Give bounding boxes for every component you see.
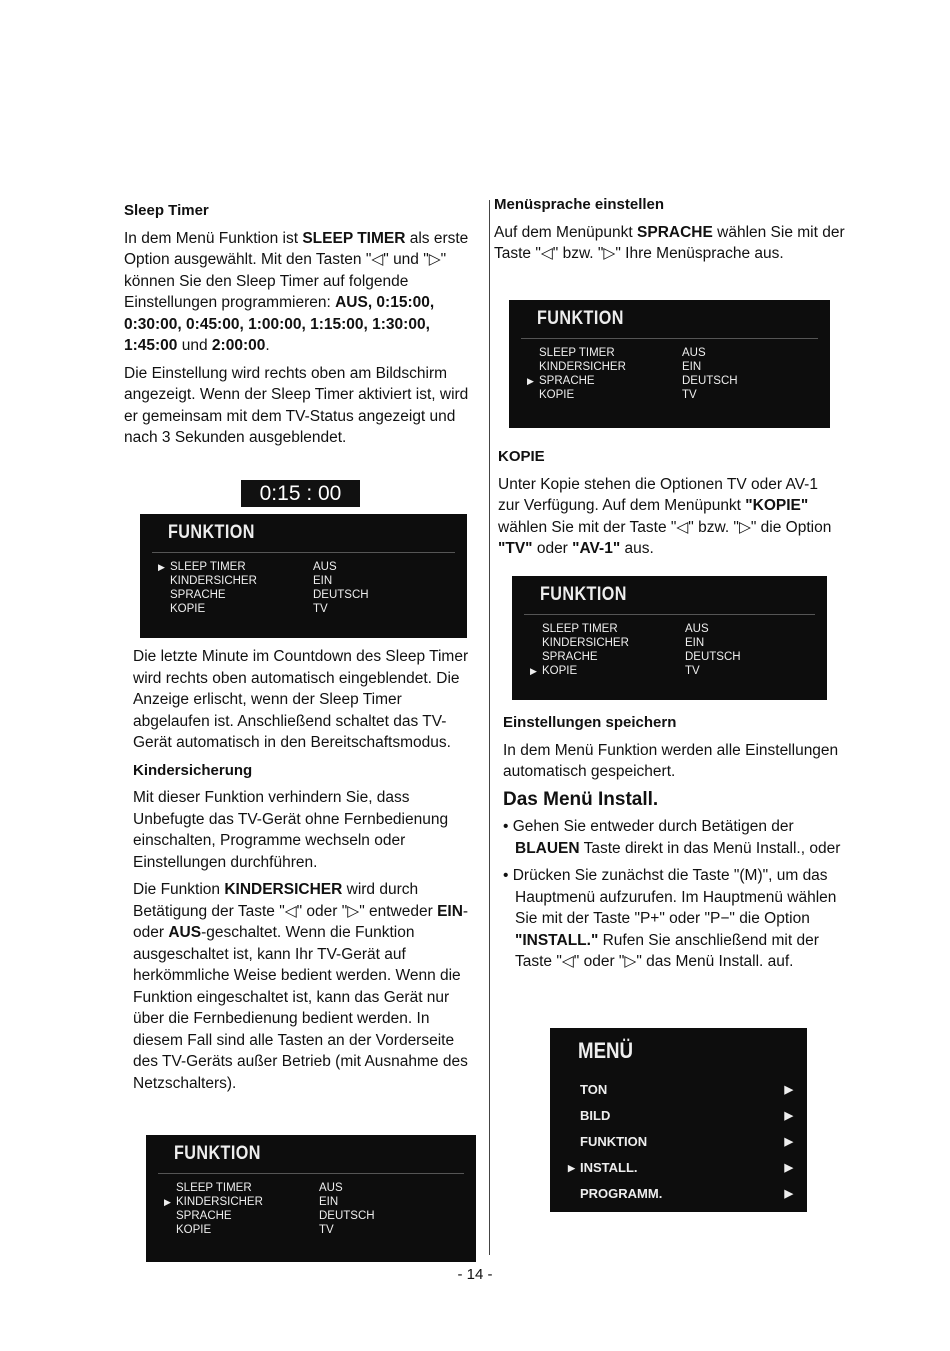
osd-key-sprache: SPRACHE	[176, 1210, 232, 1222]
osd-val-sprache: DEUTSCH	[319, 1210, 375, 1222]
osd-val-kopie: TV	[682, 389, 697, 401]
kindersicherung-text: Mit dieser Funktion verhindern Sie, dass Unbefugte das TV-Gerät ohne Fernbedienung einschalten, Programme wechseln oder Einstellungen durchführen.	[133, 789, 449, 871]
install-heading: Das Menü Install.	[503, 788, 659, 810]
left-column	[124, 200, 480, 455]
menu-title: MENÜ	[578, 1038, 634, 1063]
osd-title: FUNKTION	[168, 522, 255, 543]
osd-key-sprache: ▶ SPRACHE	[527, 374, 682, 388]
osd-rule	[158, 1173, 464, 1174]
menu-item-ton: TON ▶	[568, 1080, 793, 1106]
sleep-timer-text: In dem Menü Funktion ist SLEEP TIMER als erste Option ausgewählt. Mit den Tasten "◁" und "▷" können Sie den Sleep Timer auf folgende Einstellungen programmieren: AUS, 0:15:00, 0:30:00, 0:45:00, 1:00:00, 1:15:00, 1:30:00, 1:45:00 und 2:00:00.	[124, 229, 469, 354]
page-number: - 14 -	[457, 1266, 493, 1283]
osd-rule	[521, 338, 818, 339]
osd-val-sleep: AUS	[313, 561, 337, 573]
osd-key-kopie: KOPIE	[539, 389, 575, 401]
speichern-heading: Einstellungen speichern	[503, 714, 677, 731]
osd-val-sleep: AUS	[685, 623, 709, 635]
kopie-section	[498, 446, 840, 566]
osd-val-kopie: TV	[685, 665, 700, 677]
osd-main-menu	[550, 1028, 807, 1212]
sprache-heading: Menüsprache einstellen	[494, 196, 665, 213]
osd-val-kinder: EIN	[319, 1196, 339, 1208]
osd-val-sprache: DEUTSCH	[682, 375, 738, 387]
chevron-right-icon: ▶	[784, 1188, 793, 1200]
osd-funktion-kopie	[512, 576, 827, 700]
install-section	[503, 712, 845, 979]
sleep-timer-heading: Sleep Timer	[124, 202, 209, 219]
osd-funktion-sprache	[509, 300, 830, 428]
osd-val-sleep: AUS	[682, 347, 706, 359]
osd-rule	[524, 614, 815, 615]
speichern-text: In dem Menü Funktion werden alle Einstellungen automatisch gespeichert.	[503, 741, 839, 780]
osd-key-sleep: SLEEP TIMER	[539, 347, 615, 359]
osd-val-sprache: DEUTSCH	[685, 651, 741, 663]
kopie-heading: KOPIE	[498, 448, 545, 465]
osd-title: FUNKTION	[174, 1143, 261, 1164]
sprache-text: Auf dem Menüpunkt SPRACHE wählen Sie mit der Taste "◁" bzw. "▷" Ihre Menüsprache aus.	[494, 223, 845, 262]
osd-key-kinder: KINDERSICHER	[170, 575, 257, 587]
osd-table	[530, 622, 741, 678]
menu-item-funktion: FUNKTION ▶	[568, 1132, 793, 1158]
kindersicher-switch-text: Die Funktion KINDERSICHER wird durch Betätigung der Taste "◁" oder "▷" entweder EIN- oder AUS-geschaltet. Wenn die Funktion ausgeschaltet ist, kann Ihr TV-Gerät auf herkömmliche Weise bedient werden. Wenn die Funktion eingeschaltet ist, kann das Gerät nur über die Fernbedienung bedient werden. In diesem Fall sind alle Tasten an der Vorderseite des TV-Geräts außer Betrieb (mit Ausnahme des Netzschalters).	[133, 881, 469, 1092]
menu-item-programm: PROGRAMM. ▶	[568, 1184, 793, 1210]
osd-key-kinder: KINDERSICHER	[542, 637, 629, 649]
osd-key-kinder: ▶ KINDERSICHER	[164, 1195, 319, 1209]
osd-title: FUNKTION	[540, 584, 627, 605]
osd-key-sleep: SLEEP TIMER	[176, 1182, 252, 1194]
sleep-timer-display-text: Die Einstellung wird rechts oben am Bildschirm angezeigt. Wenn der Sleep Timer aktiviert ist, wird er gemeinsam mit dem TV-Status angezeigt und nach 3 Sekunden ausgeblendet.	[124, 364, 469, 446]
right-column	[494, 194, 846, 271]
countdown-text: Die letzte Minute im Countdown des Sleep Timer wird rechts oben automatisch eingeblendet. Die Anzeige erlischt, wenn der Sleep Timer abgelaufen ist. Anschließend schaltet das TV-Gerät automatisch in den Bereitschaftsmodus.	[133, 648, 469, 751]
osd-val-kinder: EIN	[313, 575, 333, 587]
sleep-timer-display: 0:15 : 00	[241, 480, 360, 507]
osd-key-sprache: SPRACHE	[170, 589, 226, 601]
install-bullet-1: • Gehen Sie entweder durch Betätigen der BLAUEN Taste direkt in das Menü Install., oder	[503, 818, 841, 857]
chevron-right-icon: ▶	[784, 1110, 793, 1122]
left-column-lower	[133, 646, 478, 1100]
osd-key-kopie: KOPIE	[176, 1224, 212, 1236]
chevron-right-icon: ▶	[784, 1136, 793, 1148]
osd-table	[158, 560, 369, 616]
osd-key-sleep: SLEEP TIMER	[542, 623, 618, 635]
osd-key-sleep: ▶ SLEEP TIMER	[158, 560, 313, 574]
osd-funktion-sleep	[140, 514, 467, 638]
osd-key-kinder: KINDERSICHER	[539, 361, 626, 373]
osd-funktion-kinder	[146, 1135, 476, 1262]
osd-val-sprache: DEUTSCH	[313, 589, 369, 601]
osd-key-kopie: ▶ KOPIE	[530, 664, 685, 678]
kopie-text: Unter Kopie stehen die Optionen TV oder AV-1 zur Verfügung. Auf dem Menüpunkt "KOPIE" wählen Sie mit der Taste "◁" bzw. "▷" die Option "TV" oder "AV-1" aus.	[498, 475, 832, 557]
install-bullet-2: • Drücken Sie zunächst die Taste "(M)", um das Hauptmenü aufzurufen. Im Hauptmenü wählen Sie mit der Taste "P+" oder "P−" die Option "INSTALL." Rufen Sie anschließend mit der Taste "◁" oder "▷" das Menü Install. auf.	[503, 867, 837, 970]
osd-rule	[152, 552, 455, 553]
osd-table	[527, 346, 738, 402]
osd-key-kopie: KOPIE	[170, 603, 206, 615]
column-divider	[489, 200, 490, 1255]
chevron-right-icon: ▶	[784, 1084, 793, 1096]
osd-val-kopie: TV	[313, 603, 328, 615]
menu-item-bild: BILD ▶	[568, 1106, 793, 1132]
menu-item-install: ▶ INSTALL. ▶	[568, 1158, 793, 1184]
menu-list	[568, 1080, 793, 1210]
osd-val-kopie: TV	[319, 1224, 334, 1236]
osd-val-sleep: AUS	[319, 1182, 343, 1194]
osd-key-sprache: SPRACHE	[542, 651, 598, 663]
osd-table	[164, 1181, 375, 1237]
osd-val-kinder: EIN	[682, 361, 702, 373]
osd-val-kinder: EIN	[685, 637, 705, 649]
osd-title: FUNKTION	[537, 308, 624, 329]
chevron-right-icon: ▶	[784, 1162, 793, 1174]
kindersicherung-heading: Kindersicherung	[133, 761, 253, 779]
